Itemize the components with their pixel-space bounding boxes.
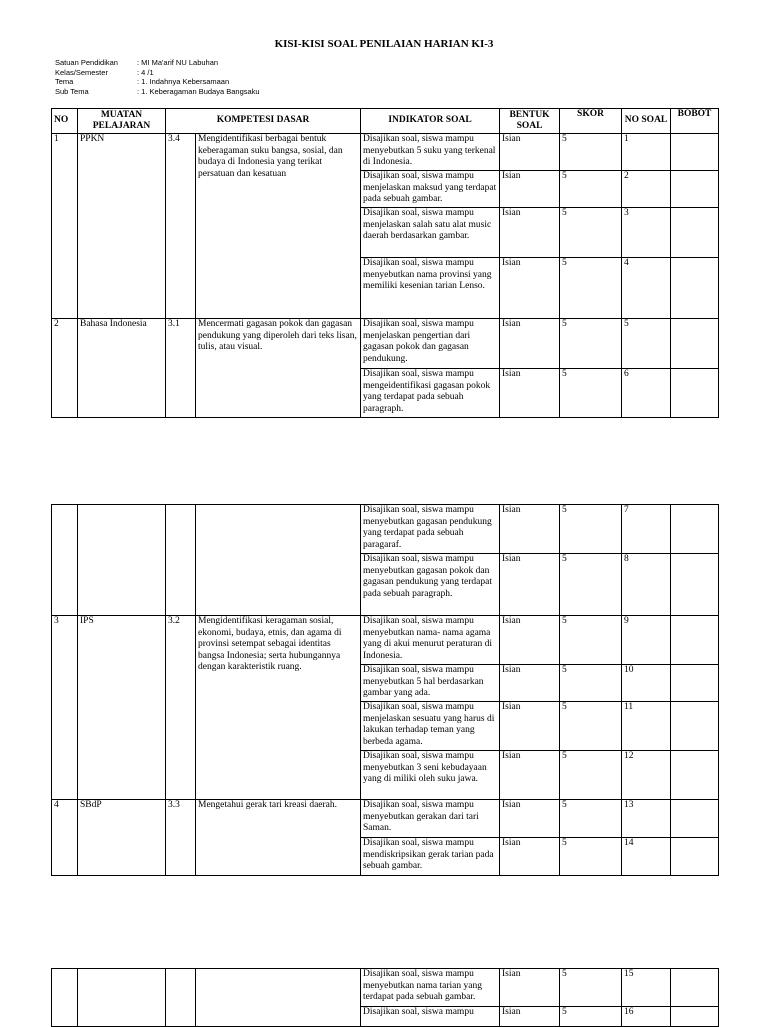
header-bobot: BOBOT [671,109,719,134]
row-bobot [671,702,719,751]
row-no: 1 [52,134,78,319]
row-muatan [78,505,166,616]
meta-value: : 1. Keberagaman Budaya Bangsaku [137,86,260,96]
row-skor: 5 [560,665,622,702]
row-bobot [671,319,719,369]
row-kd: Mengidentifikasi keragaman sosial, ekonomi, budaya, etnis, dan agama di provinsi setempat sebagai identitas bangsa Indonesia; serta hubungannya dengan karakteristik ruang. [196,616,361,800]
row-nosoal: 3 [622,208,671,258]
row-no [52,969,78,1027]
row-skor: 5 [560,171,622,208]
row-muatan: SBdP [78,800,166,876]
row-indikator: Disajikan soal, siswa mampu [361,1007,500,1027]
table-header-row [52,109,719,134]
row-nosoal: 7 [622,505,671,554]
row-bentuk: Isian [500,554,560,616]
row-bentuk: Isian [500,969,560,1007]
table-row [52,969,719,1007]
row-skor: 5 [560,208,622,258]
row-bentuk: Isian [500,838,560,876]
row-kd-number: 3.1 [166,319,196,418]
row-muatan: Bahasa Indonesia [78,319,166,418]
row-skor: 5 [560,258,622,319]
row-bobot [671,369,719,418]
row-indikator: Disajikan soal, siswa mampu menjelaskan pengertian dari gagasan pokok dan gagasan pendukung. [361,319,500,369]
row-indikator: Disajikan soal, siswa mampu menyebutkan gagasan pendukung yang terdapat pada sebuah paragaraf. [361,505,500,554]
row-nosoal: 16 [622,1007,671,1027]
table-row [52,134,719,171]
document-meta [55,58,260,96]
row-indikator: Disajikan soal, siswa mampu menyebutkan 3 seni kebudayaan yang di miliki oleh suku jawa. [361,751,500,800]
row-kd-number [166,505,196,616]
row-bobot [671,616,719,665]
row-nosoal: 8 [622,554,671,616]
row-nosoal: 6 [622,369,671,418]
row-indikator: Disajikan soal, siswa mampu menjelaskan maksud yang terdapat pada sebuah gambar. [361,171,500,208]
row-bentuk: Isian [500,208,560,258]
row-indikator: Disajikan soal, siswa mampu menyebutkan nama tarian yang terdapat pada sebuah gambar. [361,969,500,1007]
meta-value: : 4 /1 [137,67,154,77]
row-indikator: Disajikan soal, siswa mampu menyebutkan gagasan pokok dan gagasan pendukung yang terdapat pada sebuah paragraph. [361,554,500,616]
row-skor: 5 [560,505,622,554]
row-skor: 5 [560,751,622,800]
row-bentuk: Isian [500,319,560,369]
header-no: NO [52,109,78,134]
row-bobot [671,208,719,258]
row-indikator: Disajikan soal, siswa mampu menyebutkan gerakan dari tari Saman. [361,800,500,838]
row-skor: 5 [560,969,622,1007]
row-bobot [671,665,719,702]
row-nosoal: 1 [622,134,671,171]
row-indikator: Disajikan soal, siswa mampu mengeidentifikasi gagasan pokok yang terdapat pada sebuah paragraph. [361,369,500,418]
row-bentuk: Isian [500,1007,560,1027]
row-skor: 5 [560,838,622,876]
row-nosoal: 13 [622,800,671,838]
row-indikator: Disajikan soal, siswa mampu menyebutkan 5 hal berdasarkan gambar yang ada. [361,665,500,702]
meta-label: Sub Tema [55,86,89,96]
row-bentuk: Isian [500,616,560,665]
table-row [52,800,719,838]
row-indikator: Disajikan soal, siswa mampu mendiskripsikan gerak tarian pada sebuah gambar. [361,838,500,876]
row-kd-number [166,969,196,1027]
row-kd: Mengetahui gerak tari kreasi daerah. [196,800,361,876]
row-skor: 5 [560,1007,622,1027]
row-bobot [671,258,719,319]
row-bentuk: Isian [500,258,560,319]
meta-value: : 1. Indahnya Kebersamaan [137,77,230,86]
row-no: 2 [52,319,78,418]
row-bentuk: Isian [500,702,560,751]
meta-label: Kelas/Semester [55,67,108,77]
row-skor: 5 [560,369,622,418]
row-nosoal: 9 [622,616,671,665]
header-nosoal: NO SOAL [622,109,671,134]
row-muatan [78,969,166,1027]
row-bobot [671,134,719,171]
kisi-kisi-table-page-1 [51,108,719,418]
row-no: 3 [52,616,78,800]
row-muatan: IPS [78,616,166,800]
meta-label: Satuan Pendidikan [55,58,118,67]
row-nosoal: 10 [622,665,671,702]
row-nosoal: 15 [622,969,671,1007]
row-no [52,505,78,616]
header-bentuk: BENTUK SOAL [500,109,560,134]
row-bobot [671,838,719,876]
table-row [52,616,719,665]
table-row [52,505,719,554]
header-kd: KOMPETESI DASAR [166,109,361,134]
kisi-kisi-table-page-2 [51,504,719,876]
row-bentuk: Isian [500,751,560,800]
row-bentuk: Isian [500,665,560,702]
row-kd: Mengidentifikasi berbagai bentuk keberagaman suku bangsa, sosial, dan budaya di Indonesia yang terikat persatuan dan kesatuan [196,134,361,319]
row-skor: 5 [560,554,622,616]
row-indikator: Disajikan soal, siswa mampu menjelaskan sesuatu yang harus di lakukan terhadap teman yang berbeda agama. [361,702,500,751]
row-nosoal: 11 [622,702,671,751]
table-row [52,319,719,369]
row-nosoal: 4 [622,258,671,319]
row-indikator: Disajikan soal, siswa mampu menjelaskan salah satu alat music daerah berdasarkan gambar. [361,208,500,258]
row-bentuk: Isian [500,171,560,208]
row-no: 4 [52,800,78,876]
row-skor: 5 [560,702,622,751]
header-skor: SKOR [560,109,622,134]
row-bobot [671,969,719,1007]
row-nosoal: 2 [622,171,671,208]
row-nosoal: 12 [622,751,671,800]
row-bentuk: Isian [500,800,560,838]
row-kd-number: 3.2 [166,616,196,800]
row-indikator: Disajikan soal, siswa mampu menyebutkan nama provinsi yang memiliki kesenian tarian Lenso. [361,258,500,319]
row-kd [196,969,361,1027]
row-skor: 5 [560,134,622,171]
row-kd-number: 3.3 [166,800,196,876]
meta-label: Tema [55,77,74,86]
row-kd [196,505,361,616]
row-skor: 5 [560,800,622,838]
row-muatan: PPKN [78,134,166,319]
row-bobot [671,505,719,554]
meta-value: : MI Ma'arif NU Labuhan [137,58,219,67]
row-kd-number: 3.4 [166,134,196,319]
row-kd: Mencermati gagasan pokok dan gagasan pendukung yang diperoleh dari teks lisan, tulis, atau visual. [196,319,361,418]
row-nosoal: 5 [622,319,671,369]
row-bentuk: Isian [500,369,560,418]
row-nosoal: 14 [622,838,671,876]
header-indikator: INDIKATOR SOAL [361,109,500,134]
row-bobot [671,171,719,208]
header-muatan: MUATAN PELAJARAN [78,109,166,134]
row-indikator: Disajikan soal, siswa mampu menyebutkan nama- nama agama yang di akui menurut peraturan di Indonesia. [361,616,500,665]
document-title: KISI-KISI SOAL PENILAIAN HARIAN KI-3 [274,38,494,50]
row-bobot [671,800,719,838]
row-bentuk: Isian [500,134,560,171]
row-indikator: Disajikan soal, siswa mampu menyebutkan 5 suku yang terkenal di Indonesia. [361,134,500,171]
kisi-kisi-table-page-3 [51,968,719,1027]
row-bentuk: Isian [500,505,560,554]
row-bobot [671,554,719,616]
row-bobot [671,751,719,800]
row-skor: 5 [560,616,622,665]
row-skor: 5 [560,319,622,369]
